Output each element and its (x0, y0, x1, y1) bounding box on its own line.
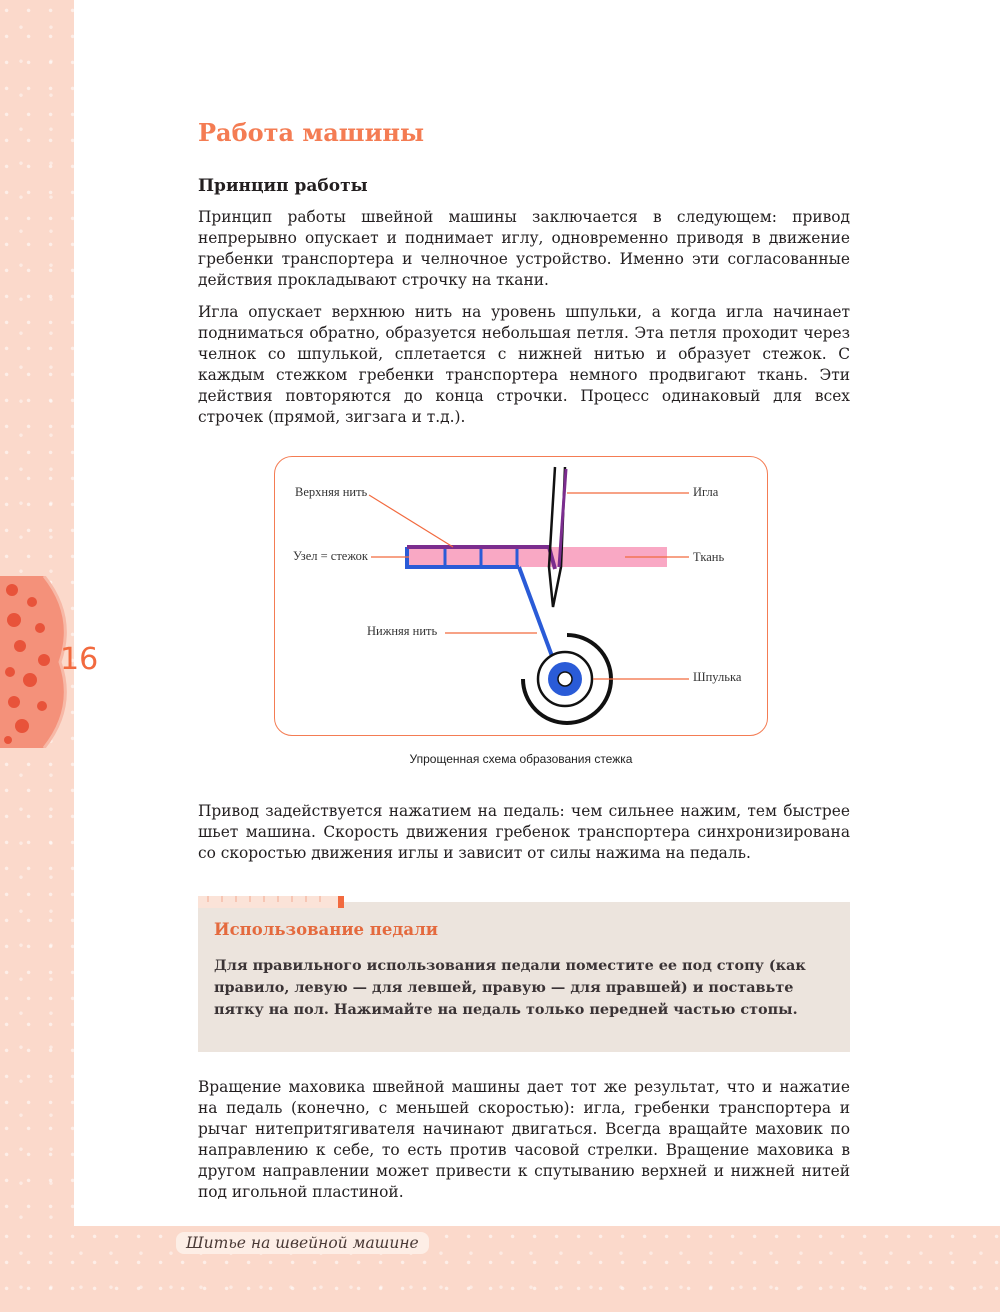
stitch-diagram (274, 456, 768, 736)
label-upper-thread: Верхняя нить (295, 485, 368, 499)
paragraph-stitch-formation: Игла опускает верхнюю нить на уровень шпульки, а когда игла начинает подниматься обратно, образуется небольшая петля. Эта петля проходит через челнок со шпулькой, сплетается с нижней нитью и образует стежок. С каждым стежком гребенки транспортера немного продвигают ткань. Эти действия повторяются до конца строчки. Процесс одинаковый для всех строчек (прямой, зигзага и т.д.). (198, 303, 850, 426)
page-number: 16 (60, 642, 99, 677)
note-title: Использование педали (214, 920, 438, 939)
label-bobbin: Шпулька (693, 670, 742, 684)
bottom-decorative-strip (0, 1226, 1000, 1312)
tape-measure-decoration (198, 896, 344, 908)
label-fabric: Ткань (693, 550, 725, 564)
diagram-caption: Упрощенная схема образования стежка (409, 752, 633, 766)
footer-book-title: Шитье на швейной машине (176, 1232, 429, 1254)
paragraph-principle: Принцип работы швейной машины заключается в следующем: привод непрерывно опускает и поднимает иглу, одновременно приводя в движение гребенки транспортера и челночное устройство. Именно эти согласованные действия прокладывают строчку на ткани. (198, 208, 850, 289)
paragraph-pedal-drive: Привод задействуется нажатием на педаль: чем сильнее нажим, тем быстрее шьет машина. Скорость движения гребенок транспортера синхронизирована со скоростью движения иглы и зависит от силы нажима на педаль. (198, 802, 850, 862)
note-text: Для правильного использования педали поместите ее под стопу (как правило, левую — для левшей, правую — для правшей) и поставьте пятку на пол. Нажимайте на педаль только передней частью стопы. (214, 957, 806, 1018)
label-needle: Игла (693, 485, 719, 499)
page-title: Работа машины (198, 118, 425, 147)
paragraph-handwheel: Вращение маховика швейной машины дает тот же результат, что и нажатие на педаль (конечно, с меньшей скоростью): игла, гребенки транспортера и рычаг нитепритягивателя начинают двигаться. Всегда вращайте маховик по направлению к себе, то есть против часовой стрелки. Вращение маховика в другом направлении может привести к спутыванию верхней и нижней нитей под игольной пластиной. (198, 1078, 850, 1201)
label-lower-thread: Нижняя нить (367, 624, 438, 638)
section-subtitle: Принцип работы (198, 176, 368, 196)
label-knot: Узел = стежок (293, 549, 368, 563)
